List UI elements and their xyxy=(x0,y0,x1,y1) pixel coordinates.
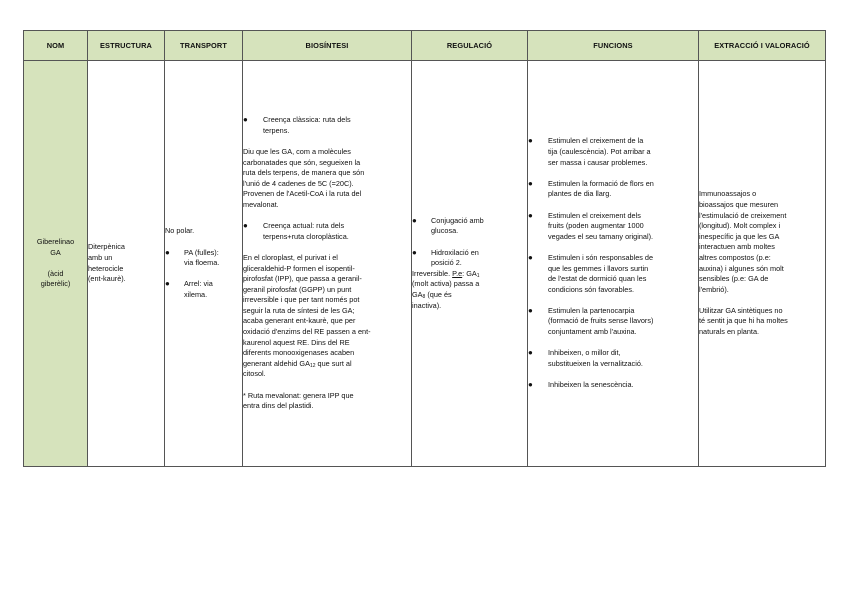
ext-text: l'estimulació de creixement xyxy=(699,210,787,220)
table-row xyxy=(24,61,826,467)
list-item xyxy=(412,216,527,237)
bio-text: Provenen de l'Acetil-CoA i la ruta del xyxy=(243,189,362,199)
bio-text: pirofosfat (IPP), que passa a geranil- xyxy=(243,274,362,284)
transport-text: via floema. xyxy=(184,258,220,268)
bio-text: terpens. xyxy=(263,125,290,135)
reg-text: Irreversible. P.e: $GA_1$ xyxy=(412,268,480,279)
header-regulacio: REGULACIÓ xyxy=(412,31,528,61)
estructura-line: Diterpènica xyxy=(88,242,125,252)
bullet-icon: ● xyxy=(165,247,170,257)
func-text: Estimulen la partenocarpia xyxy=(548,305,635,315)
cell-regulacio xyxy=(412,61,528,467)
ext-text: té sentit ja que hi ha moltes xyxy=(699,316,788,326)
list-item xyxy=(165,248,242,269)
func-text: conjuntament amb l'auxina. xyxy=(548,327,637,337)
list-item xyxy=(412,248,527,269)
cell-biosintesi xyxy=(243,61,412,467)
header-row xyxy=(24,31,826,61)
func-text: plantes de dia llarg. xyxy=(548,189,612,199)
bio-text: l'unió de 4 cadenes de 5C (=20C). xyxy=(243,178,354,188)
nom-line: giberèlic) xyxy=(40,279,71,289)
nom-line: Giberelinao xyxy=(36,237,75,247)
bio-text: citosol. xyxy=(243,369,266,379)
header-estructura: ESTRUCTURA xyxy=(88,31,165,61)
list-item xyxy=(528,136,698,168)
bio-text: Creença clàssica: ruta dels xyxy=(263,115,351,125)
reg-text: glucosa. xyxy=(431,226,459,236)
bio-text: acaba generant ent-kaurè, que per xyxy=(243,316,356,326)
nom-line: GA xyxy=(50,247,61,257)
nom-line: (àcid xyxy=(47,268,64,278)
bio-text: oxidació d'enzims del RE passen a ent- xyxy=(243,327,371,337)
bio-note: entra dins del plastidi. xyxy=(243,401,314,411)
func-text: Estimulen i són responsables de xyxy=(548,252,654,262)
func-text: Estimulen el creixement de la xyxy=(548,136,644,146)
reg-text: $GA_8$ (que és xyxy=(412,289,452,300)
bio-text: kaurenol aquest RE. Dins del RE xyxy=(243,337,350,347)
cell-transport xyxy=(165,61,243,467)
cell-estructura xyxy=(88,61,165,467)
ext-text: inespecífic ja que les GA xyxy=(699,231,780,241)
bullet-icon: ● xyxy=(528,348,533,358)
list-item xyxy=(528,179,698,200)
cell-funcions xyxy=(528,61,699,467)
func-text: Inhibeixen, o millor dit, xyxy=(548,348,621,358)
transport-intro: No polar. xyxy=(165,226,195,236)
func-text: fruits (poden augmentar 1000 xyxy=(548,221,644,231)
estructura-line: heterocicle xyxy=(88,263,124,273)
ext-text: naturals en planta. xyxy=(699,327,760,337)
list-item xyxy=(528,211,698,243)
bullet-icon: ● xyxy=(528,252,533,262)
bio-text: En el cloroplast, el purivat i el xyxy=(243,252,338,262)
header-extraccio: EXTRACCIÓ I VALORACIÓ xyxy=(699,31,826,61)
list-item xyxy=(528,306,698,338)
bio-text: geranil pirofosfat (GGPP) un punt xyxy=(243,284,352,294)
bullet-icon: ● xyxy=(165,279,170,289)
list-item xyxy=(243,115,411,136)
func-text: condicions són favorables. xyxy=(548,284,634,294)
header-transport: TRANSPORT xyxy=(165,31,243,61)
bio-text: mevalonat. xyxy=(243,199,279,209)
bullet-icon: ● xyxy=(528,305,533,315)
func-text: de l'estat de dormició quan les xyxy=(548,274,647,284)
reg-text: Conjugació amb xyxy=(431,215,484,225)
list-item xyxy=(528,348,698,369)
reg-text: (molt activa) passa a xyxy=(412,279,480,289)
func-text: Estimulen la formació de flors en xyxy=(548,178,654,188)
bio-text: gliceraldehid-P formen el isopentil- xyxy=(243,263,355,273)
func-text: tija (caulescència). Pot arribar a xyxy=(548,146,651,156)
bullet-icon: ● xyxy=(528,136,533,146)
ext-text: interactuen amb moltes xyxy=(699,242,775,252)
list-item xyxy=(165,279,242,300)
func-text: Estimulen el creixement dels xyxy=(548,210,641,220)
ext-text: altres compostos (p.e: xyxy=(699,252,771,262)
list-item xyxy=(528,253,698,295)
reg-text: Hidroxilació en xyxy=(431,247,479,257)
transport-text: xilema. xyxy=(184,289,208,299)
list-item xyxy=(243,221,411,242)
reg-text: posició 2. xyxy=(431,258,462,268)
cell-nom xyxy=(24,61,88,467)
bio-text: irreversible i que per tant només pot xyxy=(243,295,360,305)
header-biosintesi: BIOSÍNTESI xyxy=(243,31,412,61)
bullet-icon: ● xyxy=(412,247,417,257)
reg-text: inactiva). xyxy=(412,300,442,310)
header-funcions: FUNCIONS xyxy=(528,31,699,61)
bio-text: terpens+ruta cloroplàstica. xyxy=(263,231,349,241)
bio-text: Creença actual: ruta dels xyxy=(263,221,345,231)
func-text: substitueixen la vernalització. xyxy=(548,358,643,368)
cell-extraccio xyxy=(699,61,826,467)
bullet-icon: ● xyxy=(243,115,248,125)
ext-text: auxina) i algunes són molt xyxy=(699,263,784,273)
bio-text: ruta dels terpens, de manera que són xyxy=(243,168,365,178)
ext-text: sensibles (p.e: GA de xyxy=(699,274,769,284)
bio-text: carbonatades que són, segueixen la xyxy=(243,157,361,167)
bio-text: generant aldehid $GA_{12}$ que surt al xyxy=(243,358,352,369)
bullet-icon: ● xyxy=(243,221,248,231)
bio-text: seguir la ruta de síntesi de les GA; xyxy=(243,305,355,315)
ext-text: (longitud). Molt complex i xyxy=(699,221,781,231)
bullet-icon: ● xyxy=(412,215,417,225)
ext-text: Immunoassajos o xyxy=(699,189,757,199)
transport-text: Arrel: via xyxy=(184,279,213,289)
func-text: (formació de fruits sense llavors) xyxy=(548,316,654,326)
bio-text: Diu que les GA, com a molècules xyxy=(243,146,351,156)
bio-text: diferents monooxigenases acaben xyxy=(243,348,355,358)
transport-text: PA (fulles): xyxy=(184,247,219,257)
func-text: Inhibeixen la senescència. xyxy=(548,380,634,390)
estructura-line: amb un xyxy=(88,252,113,262)
header-nom: NOM xyxy=(24,31,88,61)
func-text: vegades el seu tamany original). xyxy=(548,231,654,241)
gibberellin-table xyxy=(23,30,826,467)
func-text: ser massa i causar problemes. xyxy=(548,157,648,167)
list-item xyxy=(528,380,698,391)
bio-note: * Ruta mevalonat: genera IPP que xyxy=(243,390,354,400)
ext-text: bioassajos que mesuren xyxy=(699,199,779,209)
bullet-icon: ● xyxy=(528,210,533,220)
estructura-line: (ent-kaurè). xyxy=(88,274,126,284)
bullet-icon: ● xyxy=(528,380,533,390)
bullet-icon: ● xyxy=(528,178,533,188)
ext-text: l'embrió). xyxy=(699,284,729,294)
ext-text: Utilitzar GA sintètiques no xyxy=(699,305,783,315)
func-text: que les gemmes i llavors surtin xyxy=(548,263,649,273)
